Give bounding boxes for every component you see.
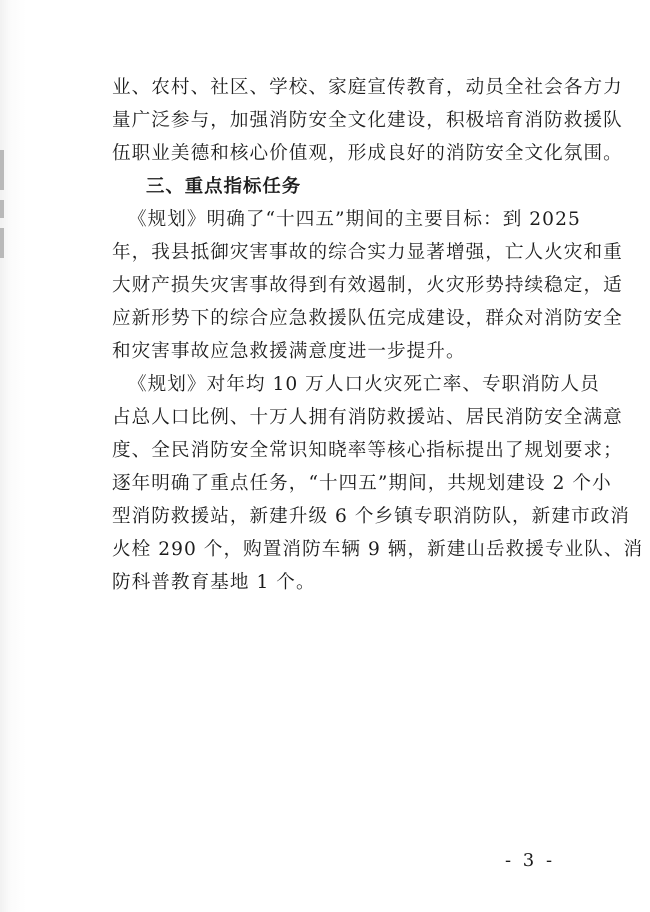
- paragraph-line: 和灾害事故应急救援满意度进一步提升。: [112, 341, 466, 362]
- paragraph-line: 量广泛参与，加强消防安全文化建设，积极培育消防救援队: [112, 110, 623, 131]
- paragraph-line: 《规划》对年均 10 万人口火灾死亡率、专职消防人员: [128, 374, 600, 395]
- paragraph-line: 应新形势下的综合应急救援队伍完成建设，群众对消防安全: [112, 308, 623, 329]
- paragraph-line: 年，我县抵御灾害事故的综合实力显著增强，亡人火灾和重: [112, 242, 623, 263]
- paragraph-line: 伍职业美德和核心价值观，形成良好的消防安全文化氛围。: [112, 143, 623, 164]
- paragraph-line: 度、全民消防安全常识知晓率等核心指标提出了规划要求；: [112, 440, 623, 461]
- paragraph-line: 占总人口比例、十万人拥有消防救援站、居民消防安全满意: [112, 407, 623, 428]
- paragraph-line: 型消防救援站，新建升级 6 个乡镇专职消防队，新建市政消: [112, 506, 630, 527]
- scan-edge-mark: [0, 228, 4, 258]
- paragraph-line: 大财产损失灾害事故得到有效遏制，火灾形势持续稳定，适: [112, 275, 623, 296]
- section-heading: 三、重点指标任务: [146, 176, 302, 197]
- paragraph-line: 火栓 290 个，购置消防车辆 9 辆，新建山岳救援专业队、消: [112, 539, 644, 560]
- paragraph-line: 《规划》明确了“十四五”期间的主要目标：到 2025: [128, 209, 581, 230]
- paragraph-line: 防科普教育基地 1 个。: [112, 572, 316, 593]
- scan-edge-mark: [0, 200, 4, 218]
- page-number: - 3 -: [505, 850, 556, 871]
- paragraph-line: 逐年明确了重点任务，“十四五”期间，共规划建设 2 个小: [112, 473, 612, 494]
- scan-edge-mark: [0, 150, 4, 190]
- paragraph-line: 业、农村、社区、学校、家庭宣传教育，动员全社会各方力: [112, 77, 623, 98]
